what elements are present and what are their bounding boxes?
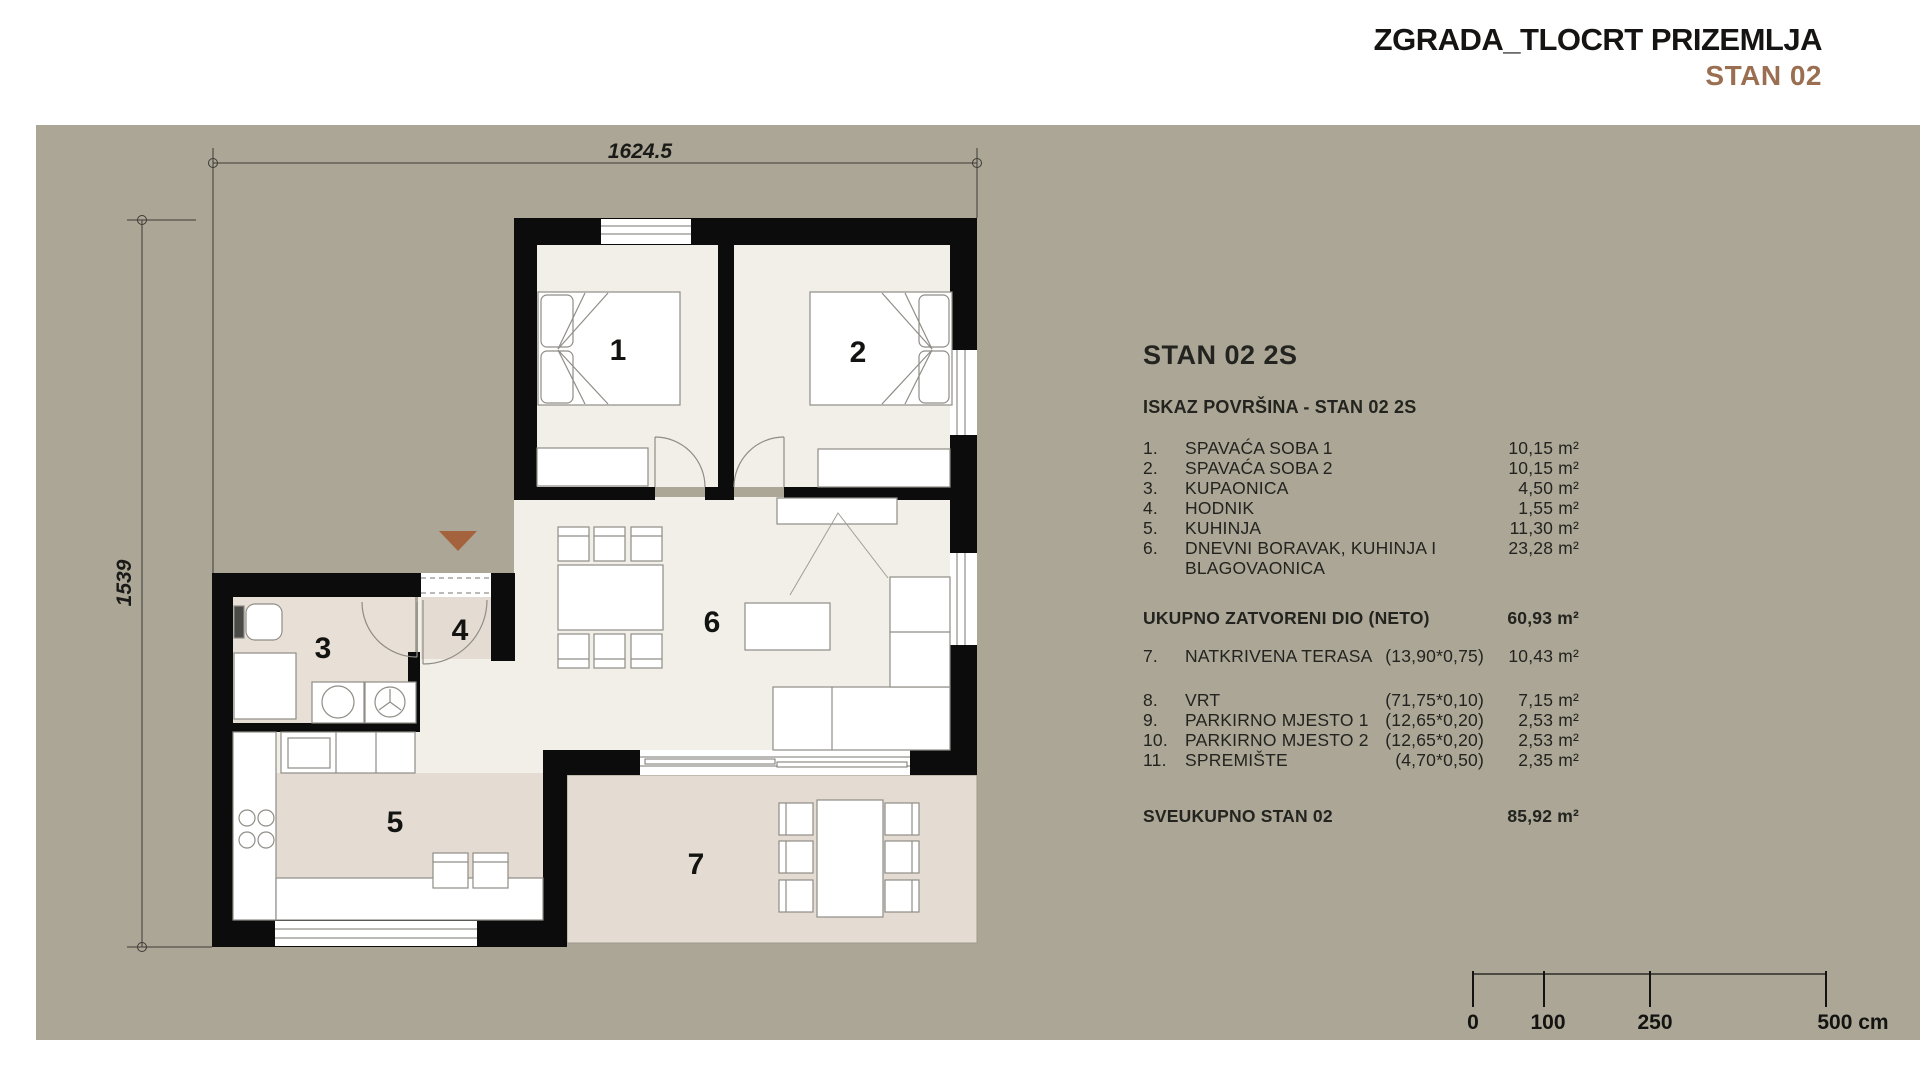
outdoor-row: 10. PARKIRNO MJESTO 2 (12,65*0,20) 2,53 m² <box>1143 730 1579 750</box>
wall-living-bottom-left <box>543 750 640 775</box>
wall-left-outer <box>212 573 233 947</box>
room-label-3: 3 <box>314 632 332 665</box>
dresser-bedroom1 <box>537 448 648 486</box>
room-area-list <box>1143 438 1579 826</box>
total-row: SVEUKUPNO STAN 02 85,92 m² <box>1143 806 1579 826</box>
area-row: 5. KUHINJA 11,30 m² <box>1143 518 1579 538</box>
scale-label-0: 0 <box>1467 1011 1479 1034</box>
washbasin <box>312 682 364 723</box>
outdoor-row: 11. SPREMIŠTE (4,70*0,50) 2,35 m² <box>1143 750 1579 770</box>
wall-bedroom1-left <box>514 218 537 500</box>
window-living-right <box>950 553 977 645</box>
dimension-left <box>127 216 212 952</box>
dimension-height-label: 1539 <box>113 559 136 607</box>
area-row: 3. KUPAONICA 4,50 m² <box>1143 478 1579 498</box>
panel-heading: STAN 02 2S <box>1143 340 1298 370</box>
scale-label-250: 250 <box>1637 1011 1673 1034</box>
scale-label-500: 500 cm <box>1817 1011 1889 1034</box>
wall-bedroom-divider <box>718 245 734 500</box>
wall-living-bottom-right <box>910 750 977 775</box>
area-row: 1. SPAVAĆA SOBA 1 10,15 m² <box>1143 438 1579 458</box>
wall-bedroom-mid-stub <box>705 487 734 500</box>
room-label-4: 4 <box>451 614 469 647</box>
sliding-door-terrace <box>640 750 910 775</box>
window-bedroom2-right <box>950 350 977 435</box>
wall-entry-top-left <box>212 573 421 597</box>
entrance-arrow-icon <box>439 531 477 551</box>
window-kitchen-bottom <box>275 921 477 946</box>
terrace-row: 7. NATKRIVENA TERASA (13,90*0,75) 10,43 m² <box>1143 646 1579 666</box>
coffee-table <box>745 603 830 650</box>
kitchen-counter-left <box>233 732 276 920</box>
area-row: 6. DNEVNI BORAVAK, KUHINJA I 23,28 m² <box>1143 538 1579 558</box>
room-label-2: 2 <box>849 336 867 369</box>
wall-bath-kitchen <box>233 723 415 732</box>
panel-subheading: ISKAZ POVRŠINA - STAN 02 2S <box>1143 397 1417 417</box>
room-label-1: 1 <box>609 334 627 367</box>
areas-panel <box>1143 340 1579 826</box>
scale-bar <box>1467 971 1888 1034</box>
toilet <box>234 604 282 640</box>
entrance-opening <box>421 573 491 597</box>
area-row: 2. SPAVAĆA SOBA 2 10,15 m² <box>1143 458 1579 478</box>
terrace-dining-set <box>779 800 919 917</box>
shower <box>234 653 296 719</box>
wall-kitchen-right <box>543 750 567 947</box>
dresser-bedroom2 <box>818 449 950 487</box>
dimension-width-label: 1624.5 <box>607 140 673 163</box>
scale-bar-lines <box>1473 971 1826 1007</box>
room-label-7: 7 <box>687 848 705 881</box>
dining-table-living <box>558 527 663 668</box>
area-row: 4. HODNIK 1,55 m² <box>1143 498 1579 518</box>
bed-2 <box>810 292 952 405</box>
outdoor-row: 9. PARKIRNO MJESTO 1 (12,65*0,20) 2,53 m² <box>1143 710 1579 730</box>
room-label-5: 5 <box>386 806 404 839</box>
wall-bedroom1-bottom <box>537 487 655 500</box>
sheet-title-block <box>1374 24 1822 90</box>
tv-sideboard <box>777 498 897 524</box>
kitchen-counter-top <box>281 732 415 773</box>
area-row-continuation: BLAGOVAONICA <box>1185 558 1326 578</box>
outdoor-row: 8. VRT (71,75*0,10) 7,15 m² <box>1143 690 1579 710</box>
drawing-subtitle: STAN 02 <box>1705 59 1822 91</box>
room-label-6: 6 <box>703 606 721 639</box>
wall-top <box>514 218 977 245</box>
scale-bar-labels <box>1467 1011 1888 1034</box>
washing-machine <box>365 682 416 723</box>
scale-label-100: 100 <box>1530 1011 1566 1034</box>
wall-entry-top-right <box>491 573 515 661</box>
drawing-title: ZGRADA_TLOCRT PRIZEMLJA <box>1373 22 1822 57</box>
window-bedroom1-top <box>601 219 691 244</box>
subtotal-row: UKUPNO ZATVORENI DIO (NETO) 60,93 m² <box>1143 608 1579 628</box>
